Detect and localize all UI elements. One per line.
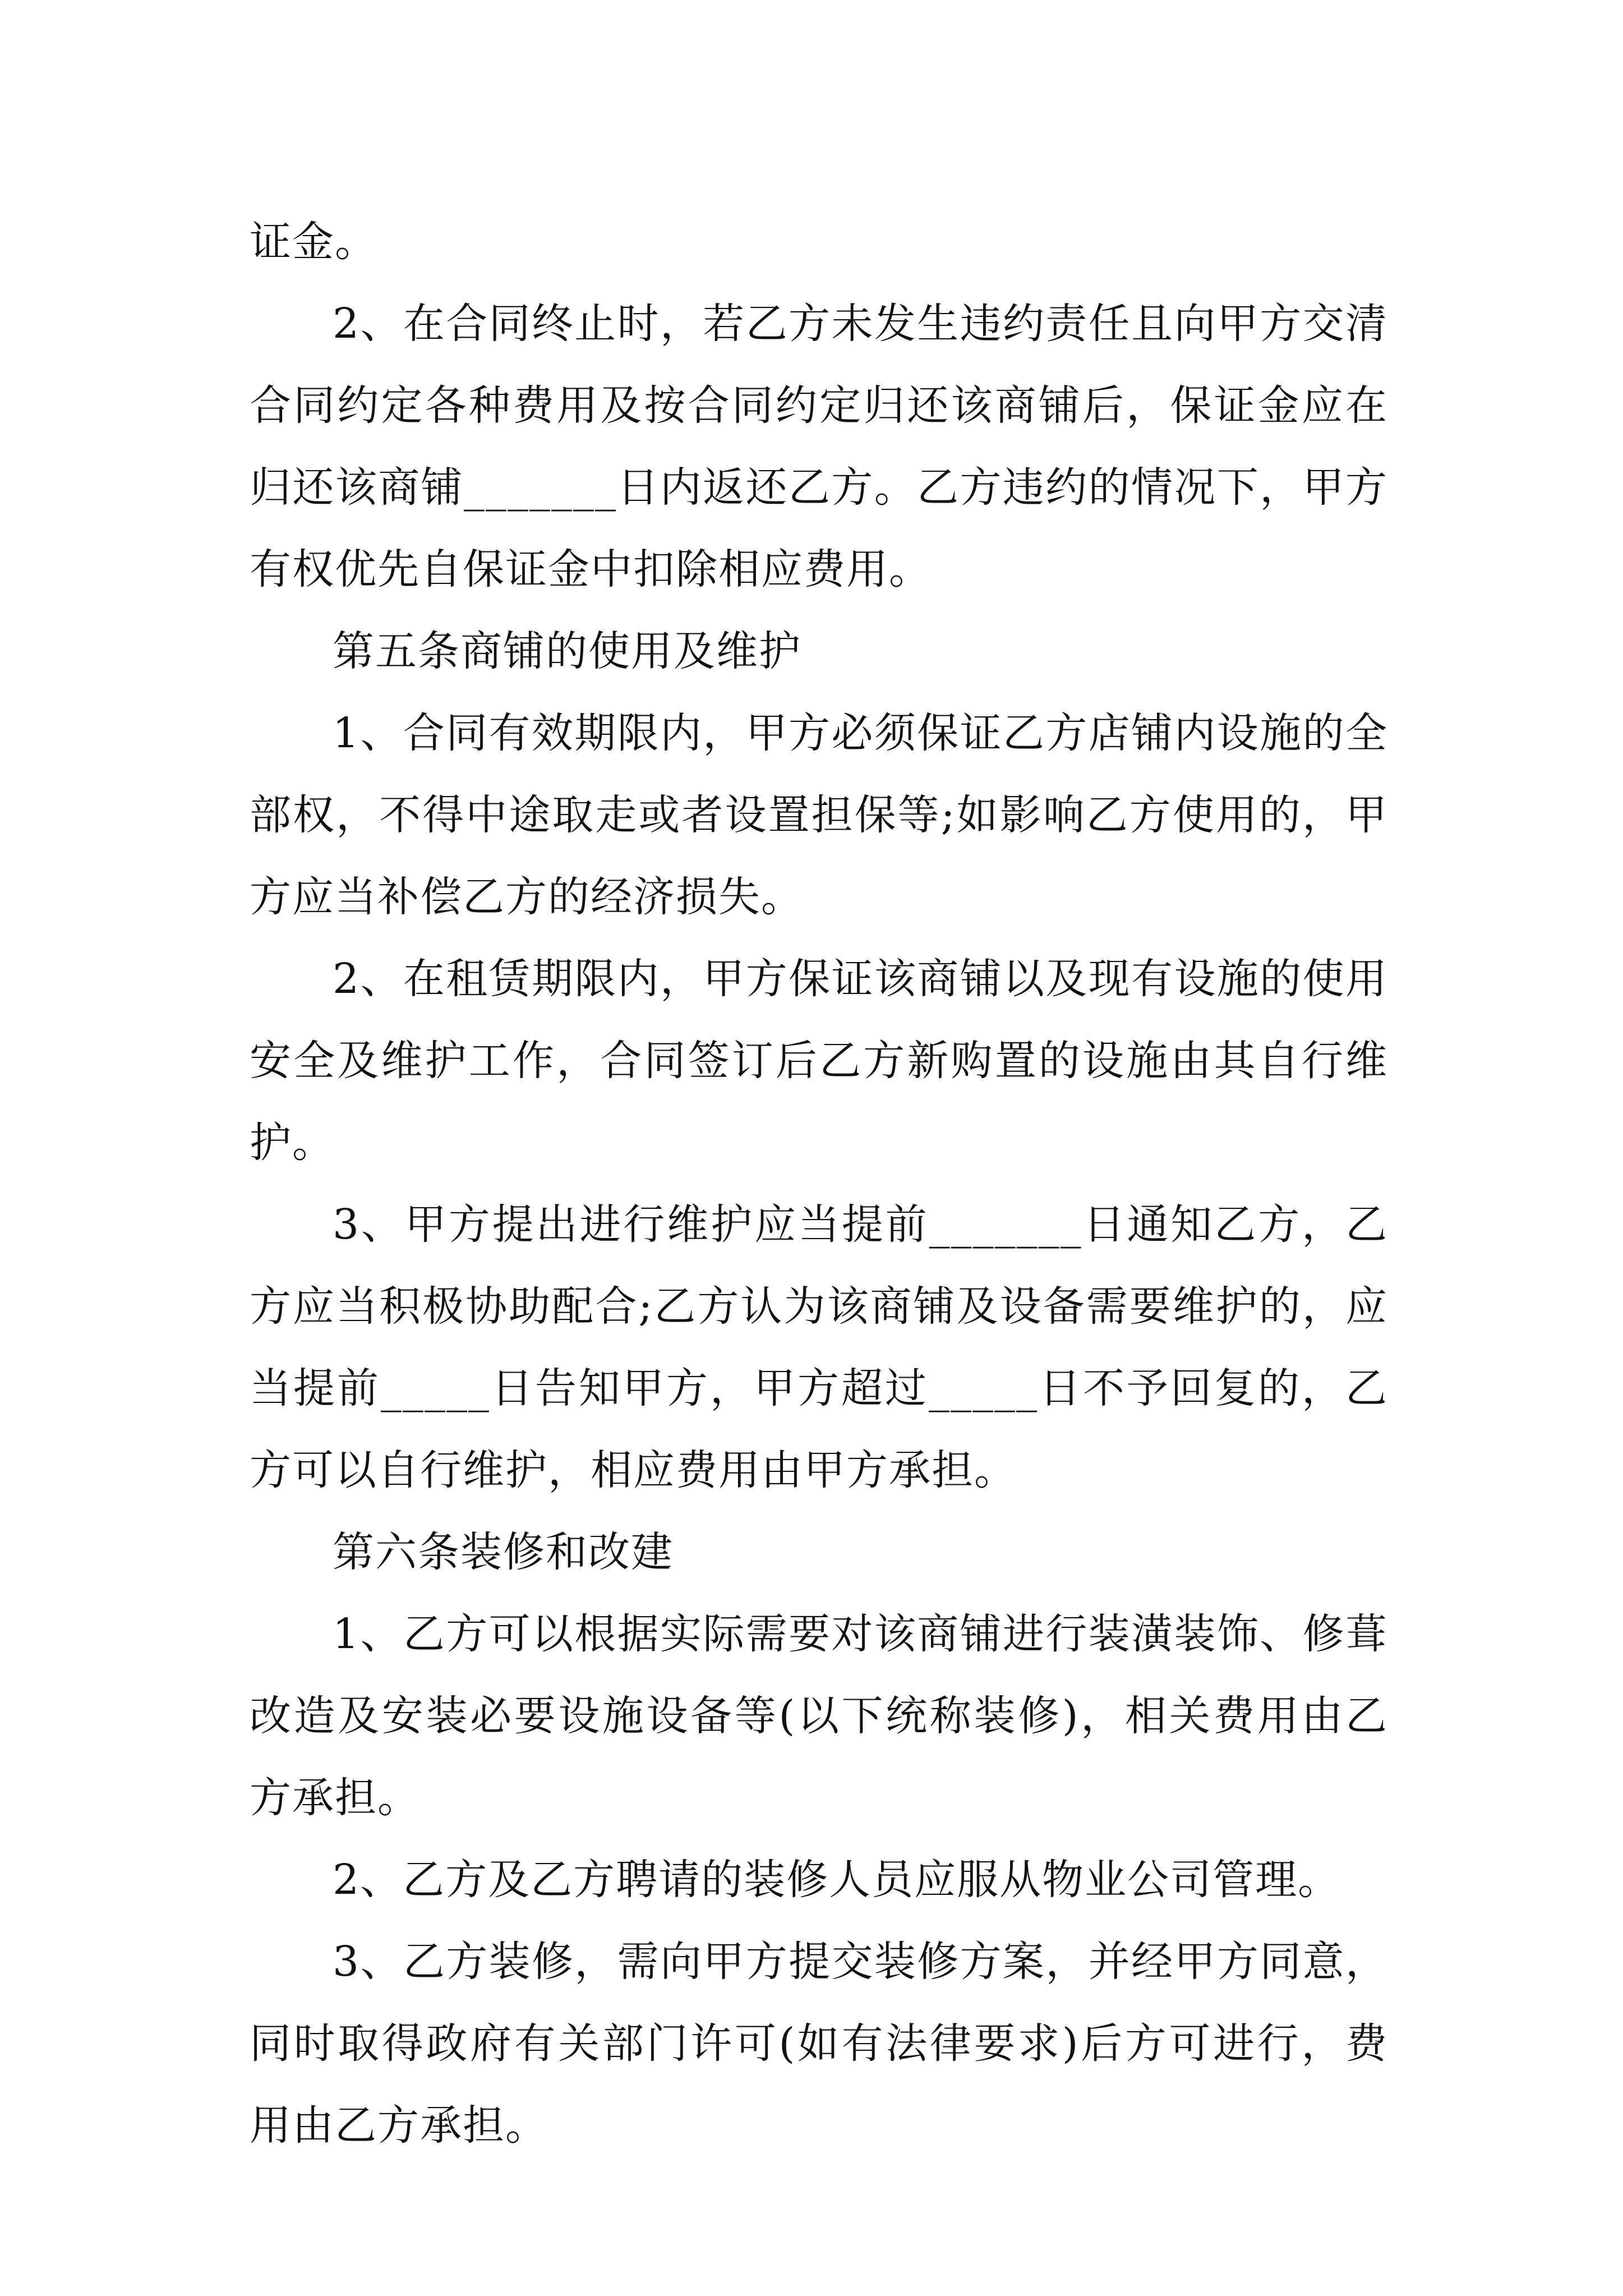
paragraph-renovation-management: 2、乙方及乙方聘请的装修人员应服从物业公司管理。 <box>333 1856 1341 1904</box>
paragraph-continuation: 证金。 <box>250 218 377 266</box>
section-heading-article-5: 第五条商铺的使用及维护 <box>333 627 801 675</box>
paragraph-maintenance-notice: 3、甲方提出进行维护应当提前_______日通知乙方，乙方应当积极协助配合;乙方认为该商铺及设备需要维护的，应当提前_____日告知甲方，甲方超过_____日不予回复的，乙方可以自行维护，相应费用由甲方承担。 <box>250 1200 1388 1494</box>
paragraph-renovation-scope: 1、乙方可以根据实际需要对该商铺进行装潢装饰、修葺改造及安装必要设施设备等(以下统称装修)，相关费用由乙方承担。 <box>250 1610 1388 1822</box>
paragraph-facility-rights: 1、合同有效期限内，甲方必须保证乙方店铺内设施的全部权，不得中途取走或者设置担保等;如影响乙方使用的，甲方应当补偿乙方的经济损失。 <box>250 709 1388 921</box>
section-heading-article-6: 第六条装修和改建 <box>333 1528 674 1576</box>
paragraph-deposit-return: 2、在合同终止时，若乙方未发生违约责任且向甲方交清合同约定各种费用及按合同约定归还该商铺后，保证金应在归还该商铺_______日内返还乙方。乙方违约的情况下，甲方有权优先自保证金中扣除相应费用。 <box>250 300 1388 593</box>
paragraph-renovation-approval: 3、乙方装修，需向甲方提交装修方案，并经甲方同意，同时取得政府有关部门许可(如有法律要求)后方可进行，费用由乙方承担。 <box>250 1938 1388 2150</box>
paragraph-maintenance-safety: 2、在租赁期限内，甲方保证该商铺以及现有设施的使用安全及维护工作，合同签订后乙方新购置的设施由其自行维护。 <box>250 955 1388 1167</box>
document-body <box>250 201 1388 2166</box>
